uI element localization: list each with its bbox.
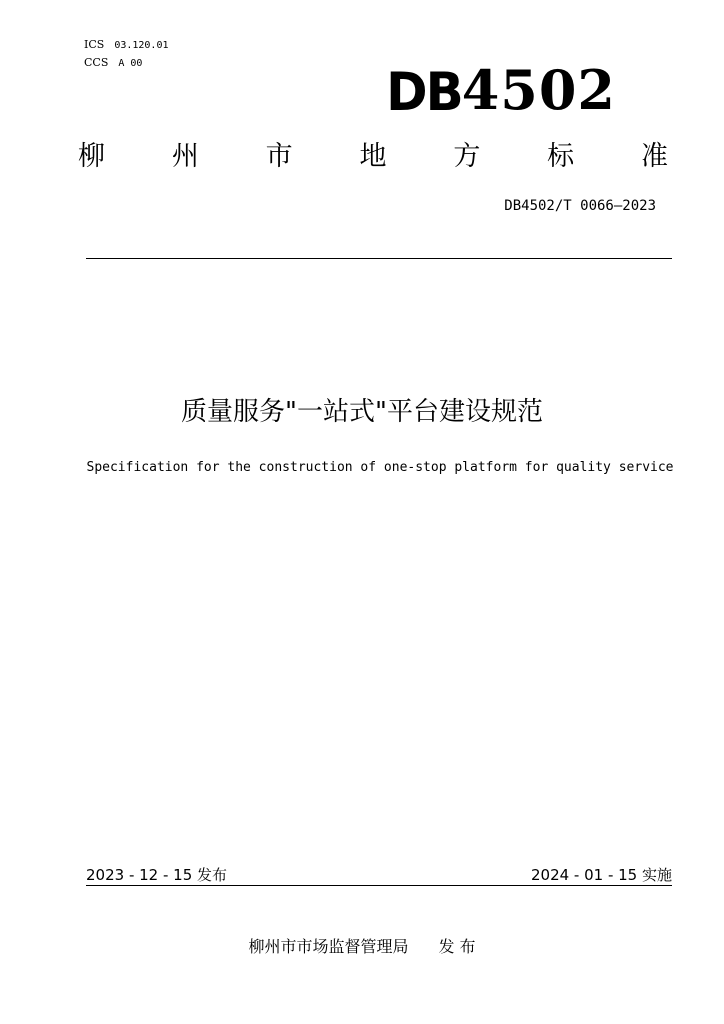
title-char: 市 — [265, 141, 293, 172]
title-char: 方 — [453, 141, 481, 172]
ccs-label: CCS — [84, 56, 109, 69]
ics-row — [84, 36, 169, 54]
issuer-line — [0, 934, 724, 957]
standard-type-title — [78, 140, 668, 174]
standard-logo — [386, 58, 616, 123]
classification-codes — [84, 36, 169, 72]
title-char: 准 — [640, 141, 668, 172]
ics-label: ICS — [84, 38, 105, 51]
ccs-code: A 00 — [118, 58, 143, 69]
title-char: 州 — [171, 141, 199, 172]
document-title: 质量服务"一站式"平台建设规范 — [181, 397, 543, 427]
implement-date: 2024 - 01 - 15 实施 — [530, 866, 672, 884]
ccs-row — [84, 54, 169, 72]
logo-db: DB — [386, 61, 462, 123]
issue-label: 发 布 — [438, 937, 476, 956]
standard-number: DB4502/T 0066—2023 — [504, 198, 656, 214]
header-divider — [86, 258, 672, 259]
document-title-english: Specification for the construction of one-stop platform for quality service — [86, 460, 674, 475]
publish-date: 2023 - 12 - 15 发布 — [86, 866, 228, 884]
logo-number: 4502 — [461, 58, 616, 122]
ics-code: 03.120.01 — [114, 40, 169, 51]
title-char: 地 — [359, 141, 387, 172]
footer-divider — [86, 885, 672, 886]
title-char: 标 — [547, 141, 575, 172]
issuer-name: 柳州市市场监督管理局 — [248, 937, 409, 956]
title-char: 柳 — [78, 141, 105, 172]
